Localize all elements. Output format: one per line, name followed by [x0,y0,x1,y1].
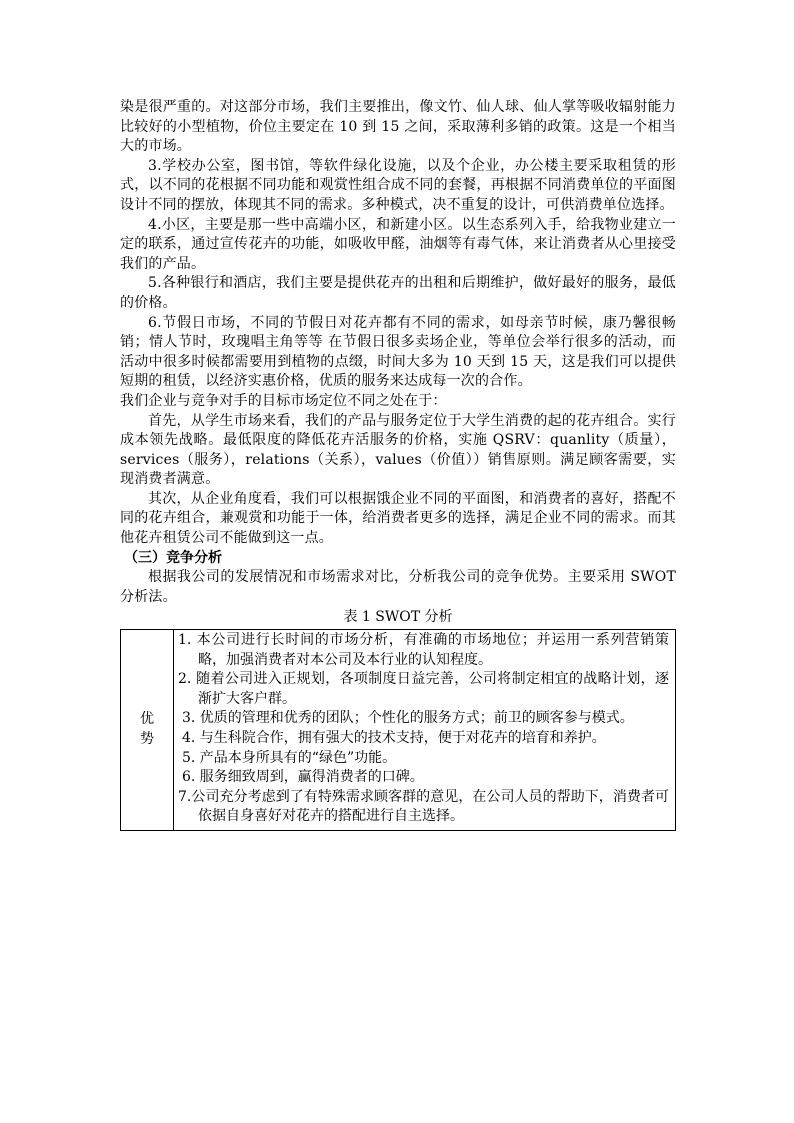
swot-table [120,629,676,831]
list-item: 7.公司充分考虑到了有特殊需求顾客群的意见，在公司人员的帮助下，消费者可依据自身喜好对花卉的搭配进行自主选择。 [178,788,669,825]
section-intro: 根据我公司的发展情况和市场需求对比，分析我公司的竞争优势。主要采用 SWOT 分析法。 [120,569,676,605]
list-item: 1. 本公司进行长时间的市场分析，有准确的市场地位；并运用一系列营销策略，加强消费者对本公司及本行业的认知程度。 [178,632,669,668]
list-item: 5. 产品本身所具有的“绿色”功能。 [182,749,397,766]
table-caption: 表 1 SWOT 分析 [343,609,453,626]
list-item: 4. 与生科院合作，拥有强大的技术支持，便于对花卉的培育和养护。 [182,730,606,746]
paragraph-second: 其次，从企业角度看，我们可以根据饿企业不同的平面图，和消费者的喜好，搭配不同的花卉组合，兼观赏和功能于一体，给消费者更多的选择，满足企业不同的需求。而其他花卉租赁公司不能做到这一点。 [120,490,676,547]
paragraph-continuation: 染是很严重的。对这部分市场，我们主要推出，像文竹、仙人球、仙人掌等吸收辐射能力比较好的小型植物，价位主要定在 10 到 15 之间，采取薄利多销的政策。这是一个相当大的市场。 [120,99,676,155]
strengths-label-cell [121,630,174,831]
list-item: 6. 服务细致周到，赢得消费者的口碑。 [182,769,424,786]
paragraph-item-6: 6.节假日市场，不同的节假日对花卉都有不同的需求，如母亲节时候，康乃馨很畅销；情人节时，玫瑰唱主角等等 在节假日很多卖场企业，等单位会举行很多的活动，而活动中很多时候都需要用到植物的点缀，时间大多为 10 天到 15 天，这是我们可以提供短期的租赁，以经济实惠价格，优质的服务来达成每一次的合作。 [120,314,676,390]
paragraph-positioning-intro: 我们企业与竞争对手的目标市场定位不同之处在于： [120,392,447,409]
label-char: 优 [140,711,154,728]
label-char: 势 [140,731,154,747]
document-page [120,98,676,831]
strengths-content-cell [174,630,676,831]
paragraph-item-4: 4.小区，主要是那一些中高端小区，和新建小区。以生态系列入手，给我物业建立一定的联系，通过宣传花卉的功能，如吸收甲醛，油烟等有毒气体，来让消费者从心里接受我们的产品。 [120,216,676,272]
table-row [121,630,676,831]
paragraph-item-5: 5.各种银行和酒店，我们主要是提供花卉的出租和后期维护，做好最好的服务，最低的价格。 [120,275,676,311]
paragraph-item-3: 3.学校办公室，图书馆，等软件绿化设施，以及个企业，办公楼主要采取租赁的形式，以不同的花根据不同功能和观赏性组合成不同的套餐，再根据不同消费单位的平面图设计不同的摆放，体现其不同的需求。多种模式，决不重复的设计，可供消费单位选择。 [120,157,676,213]
paragraph-first: 首先，从学生市场来看，我们的产品与服务定位于大学生消费的起的花卉组合。实行成本领先战略。最低限度的降低花卉活服务的价格，实施 QSRV：quanlity（质量），services（服务），relations（关系），values（价值））销售原则。满足顾客需要，实现消费者满意。 [120,412,676,488]
section-heading: （三）竞争分析 [124,549,222,566]
list-item: 3. 优质的管理和优秀的团队；个性化的服务方式；前卫的顾客参与模式。 [182,710,634,727]
list-item: 2. 随着公司进入正规划，各项制度日益完善，公司将制定相宜的战略计划，逐渐扩大客户群。 [178,671,669,707]
